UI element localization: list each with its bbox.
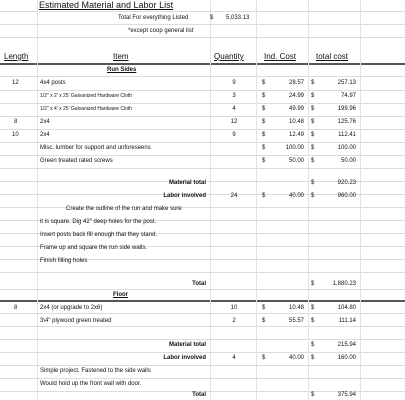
cell-total-cost: 199.96 <box>337 106 356 112</box>
section-total-value: 375.94 <box>337 392 356 398</box>
cell-item: 1/2" x 2' x 25' Galvanized Hardware Cloth <box>40 93 133 99</box>
cell-item: 4x4 posts <box>40 80 66 86</box>
cell-currency: $ <box>311 145 315 151</box>
cell-total-cost: 112.41 <box>338 132 356 138</box>
cell-ind-cost: 55.57 <box>288 318 304 324</box>
cell-quantity: 3 <box>232 93 236 99</box>
header-ind-cost: Ind. Cost <box>264 52 297 61</box>
note-line: it is square. Dig 42" deep holes for the post. <box>40 219 157 225</box>
cell-currency: $ <box>311 318 315 324</box>
cell-total-cost: 104.80 <box>337 305 356 311</box>
material-total-label: Material total <box>168 342 206 348</box>
section-total-value: 1,880.23 <box>332 281 356 287</box>
header-length: Length <box>4 52 29 61</box>
cell-item: 2x4 <box>40 119 50 125</box>
cell-length: 8 <box>14 119 18 125</box>
labor-rate: 40.00 <box>288 355 304 361</box>
section-title-run-sides: Run Sides <box>107 67 137 73</box>
summary-amount: 5,033.13 <box>226 15 250 21</box>
cell-currency: $ <box>311 80 315 86</box>
note-line: Create the outline of the run and make sure <box>66 206 182 212</box>
header-total-cost: total cost <box>316 52 349 61</box>
cell-currency: $ <box>262 193 266 199</box>
cell-currency: $ <box>262 132 266 138</box>
header-item: Item <box>113 52 129 61</box>
cell-length: 12 <box>12 80 19 86</box>
cell-currency: $ <box>311 106 315 112</box>
labor-quantity: 24 <box>230 193 238 199</box>
material-total-label: Material total <box>168 180 206 186</box>
cell-item: Misc. lumber for support and unforeseens <box>40 145 151 151</box>
cell-quantity: 4 <box>232 106 236 112</box>
cell-currency: $ <box>262 318 266 324</box>
cell-item: 2x4 <box>40 132 50 138</box>
cell-currency: $ <box>262 93 266 99</box>
summary-currency: $ <box>210 15 214 21</box>
section-title-floor: Floor <box>113 292 128 298</box>
cell-ind-cost: 28.57 <box>288 80 304 86</box>
page-title: Estimated Material and Labor List <box>39 0 174 10</box>
cell-currency: $ <box>311 119 315 125</box>
cell-total-cost: 74.97 <box>340 93 356 99</box>
cell-currency: $ <box>262 145 266 151</box>
cell-currency: $ <box>311 193 315 199</box>
cell-currency: $ <box>262 80 266 86</box>
cell-quantity: 9 <box>232 132 236 138</box>
cell-ind-cost: 12.49 <box>288 132 304 138</box>
cell-currency: $ <box>311 305 315 311</box>
note-line: Frame up and square the run side walls. <box>40 245 148 251</box>
cell-total-cost: 257.13 <box>337 80 356 86</box>
cell-ind-cost: 49.99 <box>288 106 304 112</box>
cell-currency: $ <box>311 281 315 287</box>
cell-total-cost: 111.14 <box>338 318 356 324</box>
note-line: Simple project. Fastened to the side walls <box>40 368 151 374</box>
cell-currency: $ <box>262 355 266 361</box>
cell-currency: $ <box>262 119 266 125</box>
section-total-label: Total <box>192 392 206 398</box>
material-total-value: 215.94 <box>337 342 356 348</box>
cell-currency: $ <box>311 392 315 398</box>
note-line: Would hold up the front wall with door. <box>40 381 142 387</box>
cell-ind-cost: 50.00 <box>288 158 304 164</box>
summary-label: Total For everything Listed <box>118 15 189 21</box>
labor-value: 960.00 <box>337 193 356 199</box>
cell-ind-cost: 100.00 <box>285 145 304 151</box>
cell-length: 8 <box>14 305 18 311</box>
cell-currency: $ <box>311 342 315 348</box>
labor-rate: 40.00 <box>288 193 304 199</box>
cell-quantity: 2 <box>232 318 236 324</box>
cell-item: Green treated rated screws <box>40 158 113 164</box>
cell-quantity: 12 <box>230 119 238 125</box>
cell-currency: $ <box>311 132 315 138</box>
note-line: Finish filling holes <box>40 258 88 264</box>
note-line: Insert posts back fill enough that they stand. <box>40 232 158 238</box>
header-quantity: Quantity <box>214 52 244 61</box>
cell-currency: $ <box>311 93 315 99</box>
cell-length: 10 <box>12 132 19 138</box>
cell-ind-cost: 10.48 <box>288 119 304 125</box>
labor-label: Labor involved <box>163 193 206 199</box>
labor-label: Labor involved <box>163 355 206 361</box>
cell-currency: $ <box>262 158 266 164</box>
cell-currency: $ <box>262 106 266 112</box>
cell-ind-cost: 10.48 <box>288 305 304 311</box>
cell-item: 1/2" x 4' x 25' Galvanized Hardware Cloth <box>40 106 133 112</box>
cell-currency: $ <box>311 158 315 164</box>
cell-ind-cost: 24.99 <box>288 93 304 99</box>
cell-total-cost: 50.00 <box>340 158 356 164</box>
cell-item: 2x4 (or upgrade to 2x6) <box>40 305 103 311</box>
cell-quantity: 10 <box>230 305 238 311</box>
cell-currency: $ <box>262 305 266 311</box>
cell-currency: $ <box>311 180 315 186</box>
cell-quantity: 9 <box>232 80 236 86</box>
summary-note: *except coop general list <box>128 28 194 34</box>
labor-quantity: 4 <box>232 355 236 361</box>
section-total-label: Total <box>192 281 206 287</box>
cell-currency: $ <box>311 355 315 361</box>
cell-total-cost: 125.76 <box>337 119 356 125</box>
material-total-value: 920.23 <box>337 180 356 186</box>
cell-item: 3\4" plywood green treated <box>40 318 112 324</box>
labor-value: 160.00 <box>337 355 356 361</box>
cell-total-cost: 100.00 <box>337 145 356 151</box>
